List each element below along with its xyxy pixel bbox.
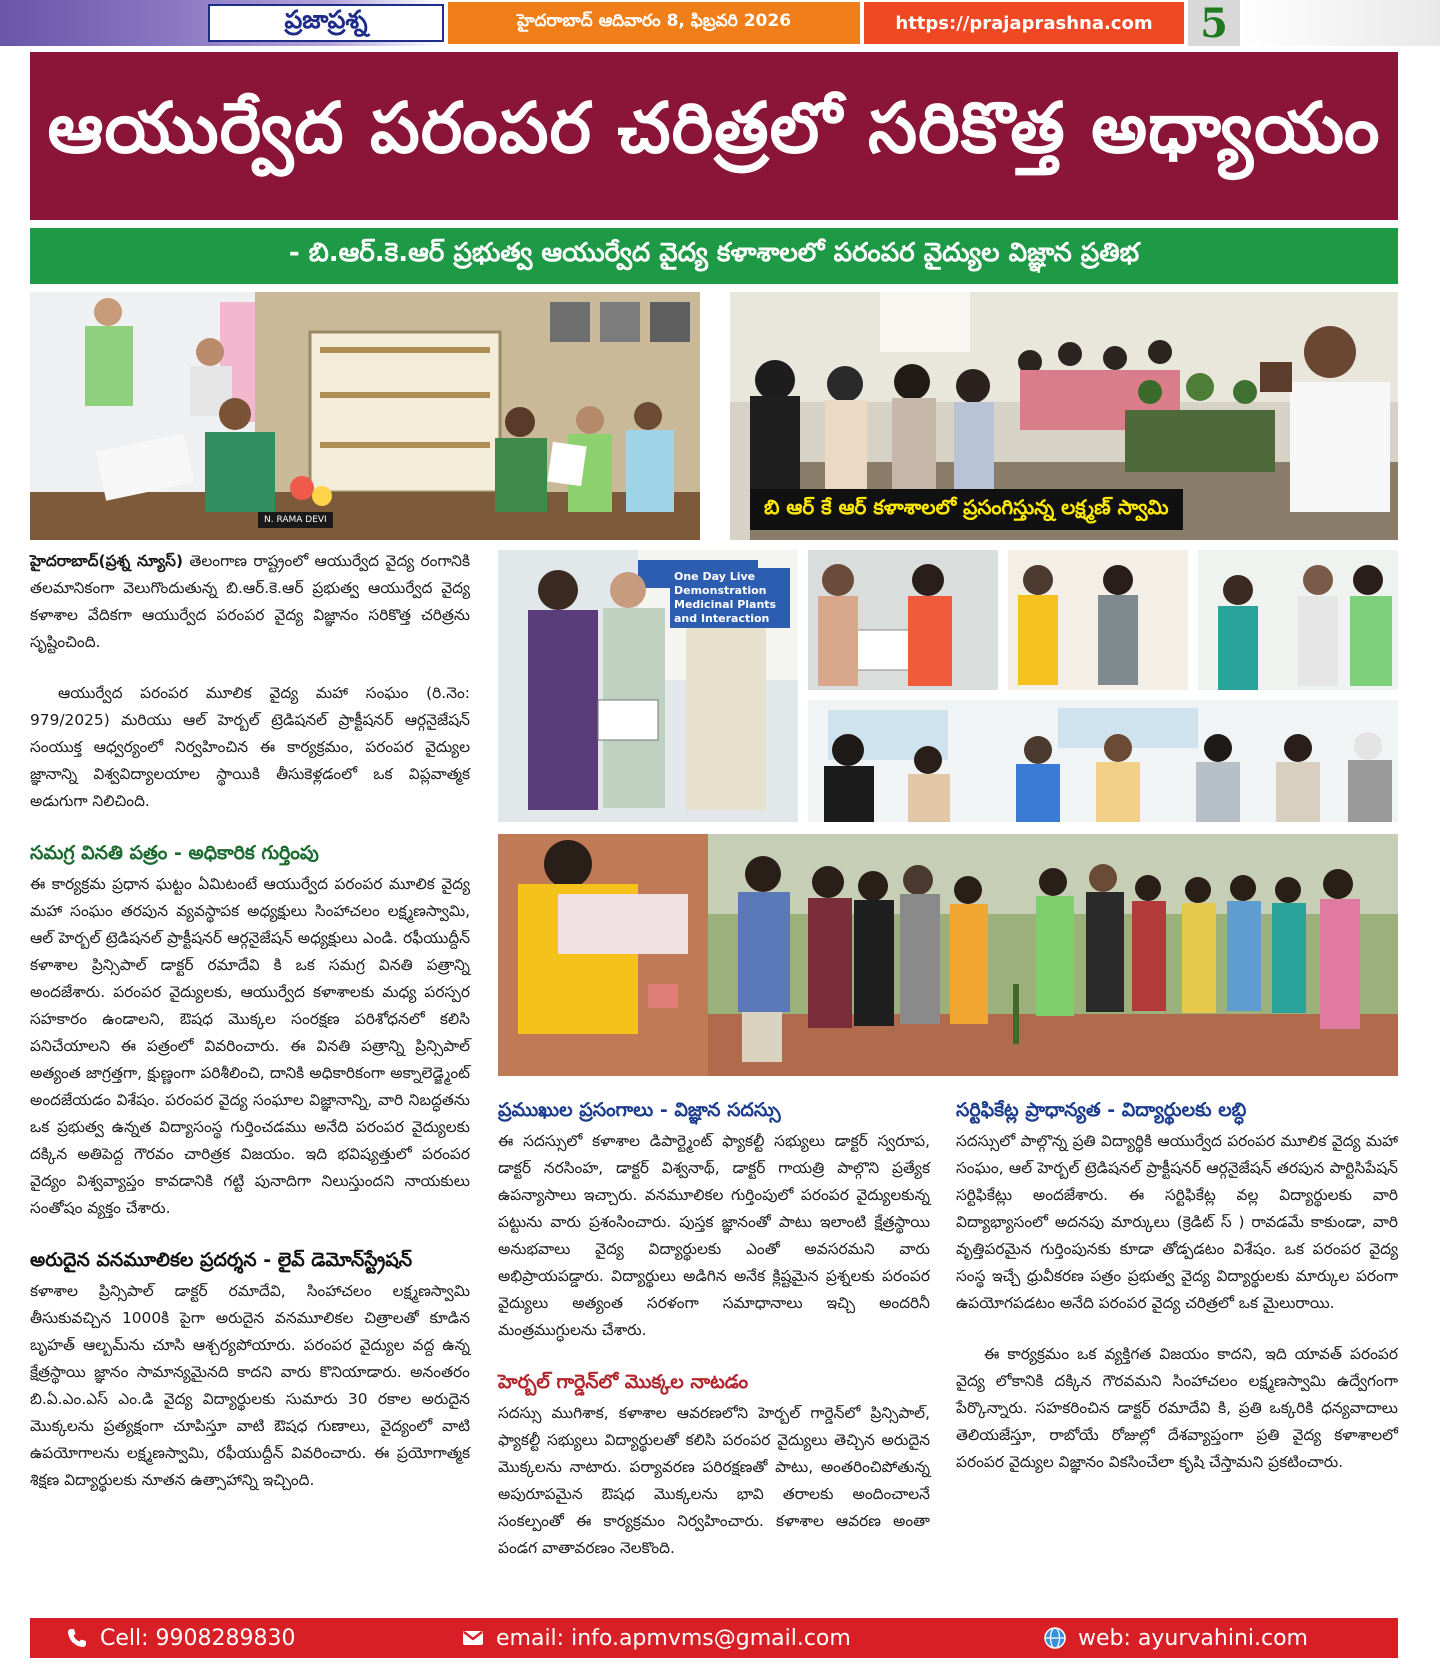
section-demonstration-heading: అరుదైన వనమూలికల ప్రదర్శన - లైవ్ డెమోన్‌స్ట్రేషన్ <box>30 1249 413 1271</box>
subheadline: - బి.ఆర్.కె.ఆర్ ప్రభుత్వ ఆయుర్వేద వైద్య కళాశాలలో పరంపర వైద్యుల విజ్ఞాన ప్రతిభ <box>30 228 1398 284</box>
section-planting-text: సదస్సు ముగిశాక, కళాశాల ఆవరణలోని హెర్బల్ గార్డెన్‌లో ప్రిన్సిపాల్, ఫ్యాకల్టీ సభ్యులు విద్యార్థులతో కలిసి పరంపర వైద్యులు తెచ్చిన అరుదైన మొక్కలను నాటారు. పర్యావరణ పరిరక్షణతో పాటు, అంతరించిపోతున్న అపురూపమైన ఔషధ మొక్కలను భావి తరాలకు అందించాలనే సంకల్పంతో ఈ కార్యక్రమం నిర్వహించారు. కళాశాల ఆవరణ అంతా పండగ వాతావరణం నెలకొంది. <box>498 1404 930 1557</box>
globe-icon <box>1042 1625 1068 1651</box>
section-certificates-heading: సర్టిఫికేట్ల ప్రాధాన్యత - విద్యార్థులకు లబ్ధి <box>956 1099 1247 1121</box>
contact-footer <box>30 1618 1398 1658</box>
section-memorandum-text: ఈ కార్యక్రమ ప్రధాన ఘట్టం ఏమిటంటే ఆయుర్వేద పరంపర మూలిక వైద్య మహా సంఘం తరపున వ్యవస్థాపక అధ్యక్షులు సింహాచలం లక్ష్మణస్వామి, ఆల్ హెర్బల్ ట్రెడిషనల్ ప్రాక్టీషనర్ ఆర్గనైజేషన్ అధ్యక్షులు ఎండి. రఫీయుద్దీన్ కళాశాల ప్రిన్సిపాల్ డాక్టర్ రమాదేవి కి ఒక సమగ్ర వినతి పత్రాన్ని అందజేశారు. పరంపర వైద్యులకు, ఆయుర్వేద కళాశాలకు మధ్య పరస్పర సహకారం ఉండాలని, ఔషధ మొక్కల సంరక్షణ పరిశోధనలో కలిసి పనిచేయాలని ఈ పత్రంలో వివరించారు. ఈ వినతి పత్రాన్ని ప్రిన్సిపాల్ అత్యంత జాగ్రత్తగా, క్షుణ్ణంగా పరిశీలించి, దానికి అధికారికంగా అక్నాలెడ్జ్మెంట్ అందజేయడం విశేషం. పరంపర వైద్య సంఘాల విజ్ఞానాన్ని, వారి నిబద్ధతను ఒక ప్రభుత్వ ఉన్నత విద్యాసంస్థ గుర్తించడము అనేది పరంపర వైద్యులకు దక్కిన అతిపెద్ద గౌరవం చారిత్రక విజయం. ఇది భవిష్యత్తులో పరంపర వైద్యం విశ్వవ్యాప్తం కావడానికి గట్టి పునాదిగా నిలుస్తుందని నాయకులు సంతోషం వ్యక్తం చేశారు. <box>30 875 470 1217</box>
article-right-column <box>956 1096 1398 1500</box>
footer-phone[interactable] <box>64 1618 296 1658</box>
photo-office-scene-image <box>30 292 700 540</box>
section-memorandum-heading: సమగ్ర వినతి పత్రం - అధికారిక గుర్తింపు <box>30 842 319 864</box>
photo-classroom-lecture <box>730 292 1398 540</box>
photo-certificate-collage <box>498 550 1398 822</box>
photo-garden-image <box>498 834 1398 1076</box>
dateline: హైదరాబాద్(ప్రశ్న న్యూస్) <box>30 552 183 570</box>
intro-paragraph <box>30 548 470 656</box>
footer-web[interactable] <box>1042 1618 1308 1658</box>
section-planting-heading: హెర్బల్ గార్డెన్‌లో మొక్కల నాటడం <box>498 1371 749 1393</box>
issue-date: హైదరాబాద్ ఆదివారం 8, ఫిబ్రవరి 2026 <box>448 2 860 44</box>
lecture-photo-caption: బి ఆర్ కే ఆర్ కళాశాలలో ప్రసంగిస్తున్న లక్ష్మణ్ స్వామి <box>750 489 1183 530</box>
photo-memorandum-submission <box>30 292 700 540</box>
photo-certificates-image <box>498 550 1398 822</box>
newspaper-logo[interactable]: ప్రజాప్రశ్న <box>208 4 444 42</box>
section-speeches-heading: ప్రముఖుల ప్రసంగాలు - విజ్ఞాన సదస్సు <box>498 1099 781 1121</box>
photo-herbal-garden-planting <box>498 834 1398 1076</box>
principal-nameplate: N. RAMA DEVI <box>258 512 333 528</box>
section-speeches-text: ఈ సదస్సులో కళాశాల డిపార్ట్మెంట్ ఫ్యాకల్టీ సభ్యులు డాక్టర్ స్వరూప, డాక్టర్ నరసింహ, డాక్టర్ విశ్వనాథ్, డాక్టర్ గాయత్రి పాల్గొని ప్రత్యేక ఉపన్యాసాలు ఇచ్చారు. వనమూలికల గుర్తింపులో పరంపర వైద్యులకున్న పట్టును వారు ప్రశంసించారు. పుస్తక జ్ఞానంతో పాటు ఇలాంటి క్షేత్రస్థాయి అనుభవాలు వైద్య విద్యార్థులకు ఎంతో అవసరమని వారు అభిప్రాయపడ్డారు. విద్యార్థులు అడిగిన అనేక క్లిష్టమైన ప్రశ్నలకు పరంపర వైద్యులు అత్యంత సరళంగా సమాధానాలు ఇచ్చి అందరినీ మంత్రముగ్ధులను చేశారు. <box>498 1132 930 1339</box>
masthead-right-fade <box>1240 0 1440 46</box>
banner-text: One Day Live Demonstration Medicinal Plants and Interaction <box>670 568 790 628</box>
footer-web-text: web: ayurvahini.com <box>1078 1625 1308 1651</box>
footer-phone-text: Cell: 9908289830 <box>100 1625 296 1651</box>
section-certificates-text: సదస్సులో పాల్గొన్న ప్రతి విద్యార్థికి ఆయుర్వేద పరంపర మూలిక వైద్య మహా సంఘం, ఆల్ హెర్బల్ ట్రెడిషనల్ ప్రాక్టీషనర్ ఆర్గనైజేషన్ తరపున పార్టిసిపేషన్ సర్టిఫికేట్లు అందజేశారు. ఈ సర్టిఫికేట్ల వల్ల విద్యార్థులకు వారి విద్యాభ్యాసంలో అదనపు మార్కులు (క్రెడిట్ స్ ) రావడమే కాకుండా, వారి వృత్తిపరమైన గుర్తింపునకు కూడా తోడ్పడటం విశేషం. ఒక పరంపర వైద్య సంస్థ ఇచ్చే ధ్రువీకరణ పత్రం ప్రభుత్వ వైద్య విద్యార్థులకు మార్కుల పరంగా ఉపయోగపడటం అనేది పరంపర వైద్య చరిత్రలో ఒక మైలురాయి. <box>956 1132 1398 1312</box>
intro-text: తెలంగాణ రాష్ట్రంలో ఆయుర్వేద వైద్య రంగానికి తలమానికంగా వెలుగొందుతున్న బి.ఆర్.కె.ఆర్ ప్రభుత్వ ఆయుర్వేద వైద్య కళాశాల వేదికగా ఆయుర్వేద పరంపర వైద్య విజ్ఞానం సరికొత్త చరిత్రను సృష్టించింది. <box>30 552 470 651</box>
phone-icon <box>64 1625 90 1651</box>
footer-email-text: email: info.apmvms@gmail.com <box>496 1625 851 1651</box>
footer-email[interactable] <box>460 1618 851 1658</box>
section-demonstration-text: కళాశాల ప్రిన్సిపాల్ డాక్టర్ రమాదేవి, సింహాచలం లక్ష్మణస్వామి తీసుకువచ్చిన 1000కి పైగా అరుదైన వనమూలికల చిత్రాలతో కూడిన బృహత్ ఆల్బమ్‌ను చూసి ఆశ్చర్యపోయారు. పరంపర వైద్యుల వద్ద ఉన్న క్షేత్రస్థాయి జ్ఞానం సామాన్యమైనది కాదని వారు కొనియాడారు. అనంతరం బి.ఏ.ఎం.ఎస్ ఎం.డి వైద్య విద్యార్థులకు సుమారు 30 రకాల అరుదైన మొక్కలను ప్రత్యక్షంగా చూపిస్తూ వాటి ఔషధ గుణాలు, వైద్యంలో వాటి ఉపయోగాలను లక్ష్మణస్వామి, రఫీయుద్దీన్ వివరించారు. ఈ ప్రయోగాత్మక శిక్షణ విద్యార్థులకు నూతన ఉత్సాహాన్ని ఇచ్చింది. <box>30 1282 470 1489</box>
masthead <box>0 0 1440 46</box>
article-left-column <box>30 548 470 1518</box>
headline: ఆయుర్వేద పరంపర చరిత్రలో సరికొత్త అధ్యాయం <box>30 52 1398 220</box>
gmail-icon <box>460 1625 486 1651</box>
organizers-paragraph: ఆయుర్వేద పరంపర మూలిక వైద్య మహా సంఘం (రి.నెం: 979/2025) మరియు ఆల్ హెర్బల్ ట్రెడిషనల్ ప్రాక్టీషనర్ ఆర్గనైజేషన్ సంయుక్త ఆధ్వర్యంలో నిర్వహించిన ఈ కార్యక్రమం, పరంపర వైద్యుల జ్ఞానాన్ని విశ్వవిద్యాలయాల స్థాయికి తీసుకెళ్లడంలో ఒక విప్లవాత్మక అడుగుగా నిలిచింది. <box>30 684 470 810</box>
article-middle-column <box>498 1096 930 1586</box>
page-number: 5 <box>1188 0 1240 46</box>
website-link[interactable]: https://prajaprashna.com <box>864 2 1184 44</box>
closing-paragraph: ఈ కార్యక్రమం ఒక వ్యక్తిగత విజయం కాదని, ఇది యావత్ పరంపర వైద్య లోకానికి దక్కిన గౌరవమని సింహాచలం లక్ష్మణస్వామి ఉద్వేగంగా పేర్కొన్నారు. సహకరించిన డాక్టర్ రమాదేవి కి, ప్రతి ఒక్కరికి ధన్యవాదాలు తెలియజేస్తూ, రాబోయే రోజుల్లో దేశవ్యాప్తంగా ప్రతి వైద్య కళాశాలలో పరంపర వైద్యుల విజ్ఞానం వికసించేలా కృషి చేస్తామని ప్రకటించారు. <box>956 1345 1398 1471</box>
